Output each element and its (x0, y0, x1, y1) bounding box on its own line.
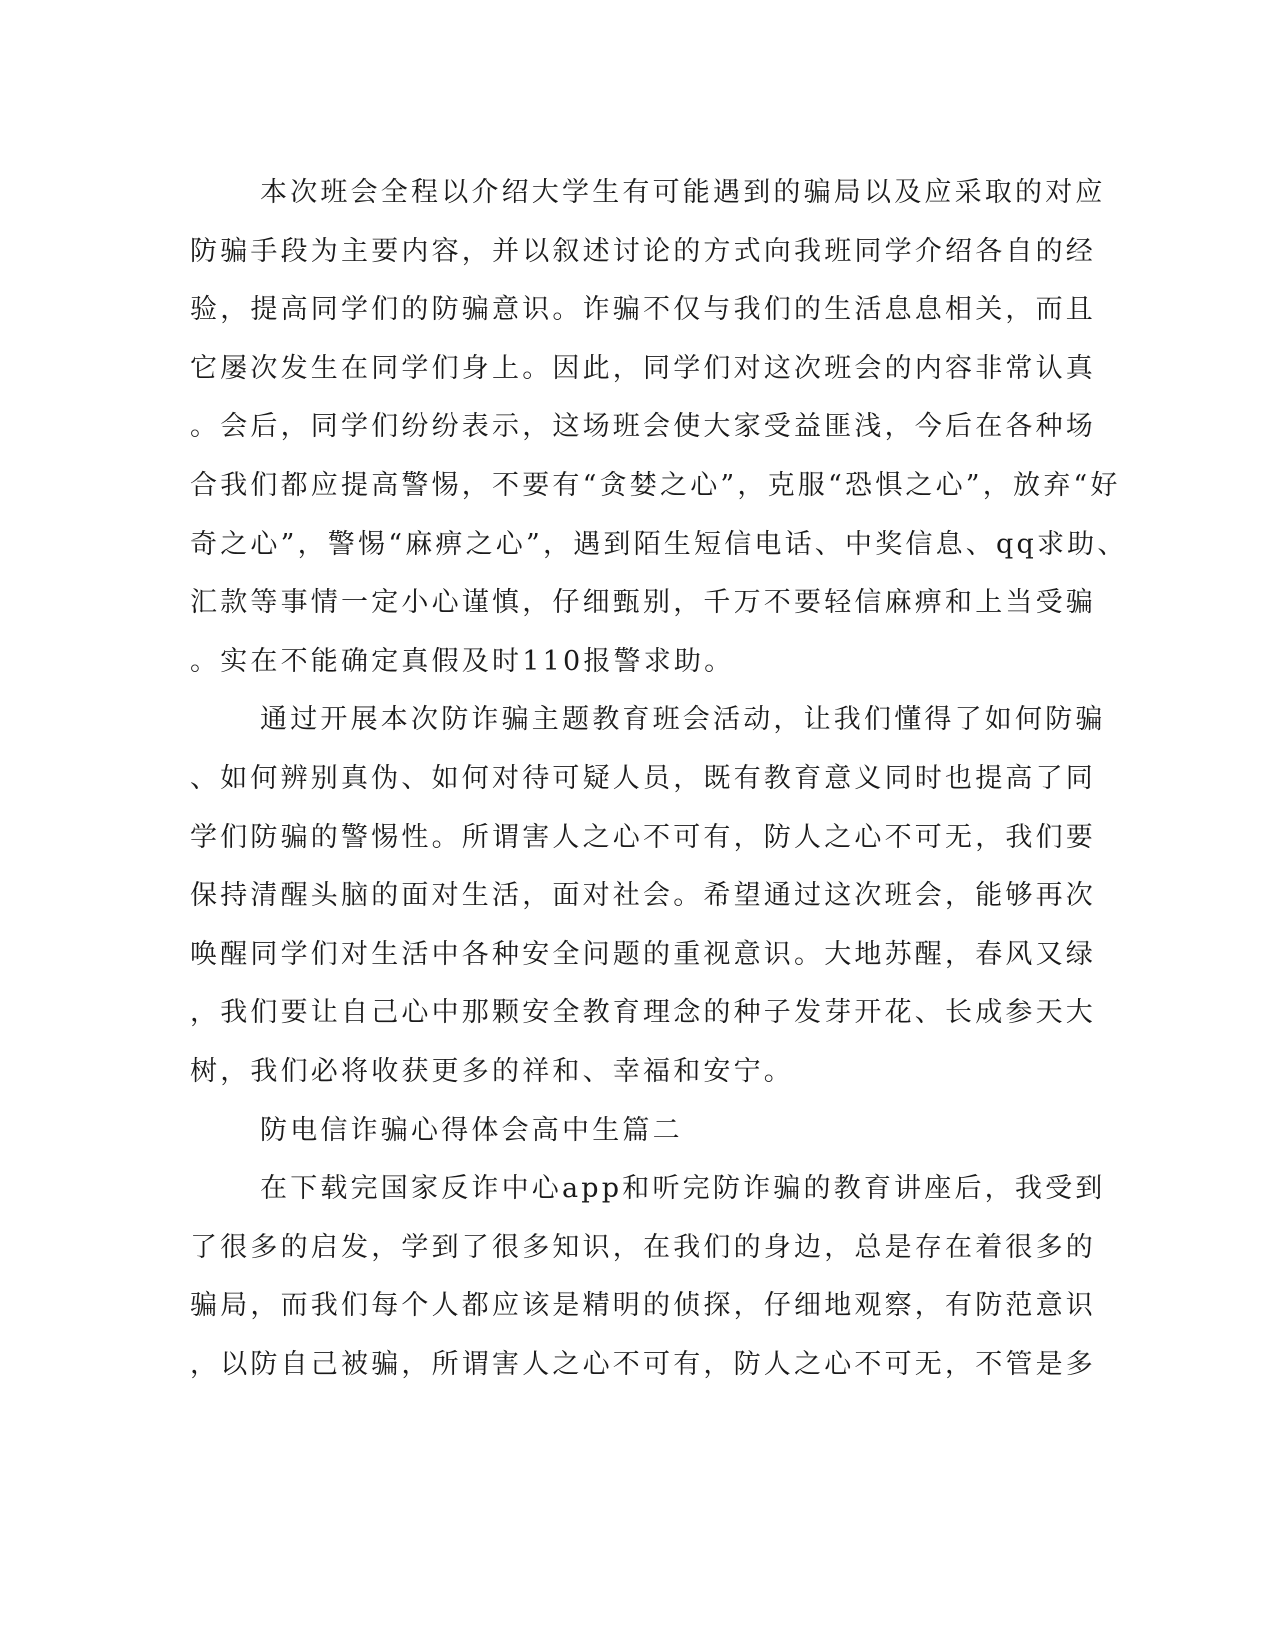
text-line: 。会后，同学们纷纷表示，这场班会使大家受益匪浅，今后在各种场 (190, 411, 1096, 443)
text-line: 骗局，而我们每个人都应该是精明的侦探，仔细地观察，有防范意识 (190, 1290, 1096, 1322)
text-line: 唤醒同学们对生活中各种安全问题的重视意识。大地苏醒，春风又绿 (190, 938, 1096, 970)
document-body (190, 164, 1128, 1394)
text-line: 保持清醒头脑的面对生活，面对社会。希望通过这次班会，能够再次 (190, 880, 1096, 912)
text-line: 奇之心”，警惕“麻痹之心”，遇到陌生短信电话、中奖信息、qq求助、 (190, 528, 1128, 560)
text-line: 在下载完国家反诈中心app和听完防诈骗的教育讲座后，我受到 (260, 1173, 1106, 1205)
text-line: 了很多的启发，学到了很多知识，在我们的身边，总是存在着很多的 (190, 1231, 1096, 1263)
text-line: ，以防自己被骗，所谓害人之心不可有，防人之心不可无，不管是多 (190, 1348, 1096, 1380)
paragraph-3 (190, 1160, 1106, 1394)
heading-text: 防电信诈骗心得体会高中生篇二 (260, 1114, 683, 1146)
text-line: 。实在不能确定真假及时110报警求助。 (190, 645, 735, 677)
text-line: 它屡次发生在同学们身上。因此，同学们对这次班会的内容非常认真 (190, 352, 1096, 384)
text-line: 汇款等事情一定小心谨慎，仔细甄别，千万不要轻信麻痹和上当受骗 (190, 587, 1096, 619)
paragraph-1 (190, 164, 1128, 691)
text-line: 本次班会全程以介绍大学生有可能遇到的骗局以及应采取的对应 (260, 177, 1106, 208)
text-line: ，我们要让自己心中那颗安全教育理念的种子发芽开花、长成参天大 (190, 997, 1096, 1029)
paragraph-2 (190, 691, 1106, 1101)
text-line: 通过开展本次防诈骗主题教育班会活动，让我们懂得了如何防骗 (260, 704, 1106, 736)
text-line: 学们防骗的警惕性。所谓害人之心不可有，防人之心不可无，我们要 (190, 821, 1096, 853)
text-line: 、如何辨别真伪、如何对待可疑人员，既有教育意义同时也提高了同 (190, 762, 1096, 794)
section-heading (190, 1102, 1080, 1161)
text-line: 验，提高同学们的防骗意识。诈骗不仅与我们的生活息息相关，而且 (190, 294, 1096, 326)
text-line: 防骗手段为主要内容，并以叙述讨论的方式向我班同学介绍各自的经 (190, 235, 1096, 267)
text-line: 树，我们必将收获更多的祥和、幸福和安宁。 (190, 1055, 794, 1087)
text-line: 合我们都应提高警惕，不要有“贪婪之心”，克服“恐惧之心”，放弃“好 (190, 469, 1121, 501)
